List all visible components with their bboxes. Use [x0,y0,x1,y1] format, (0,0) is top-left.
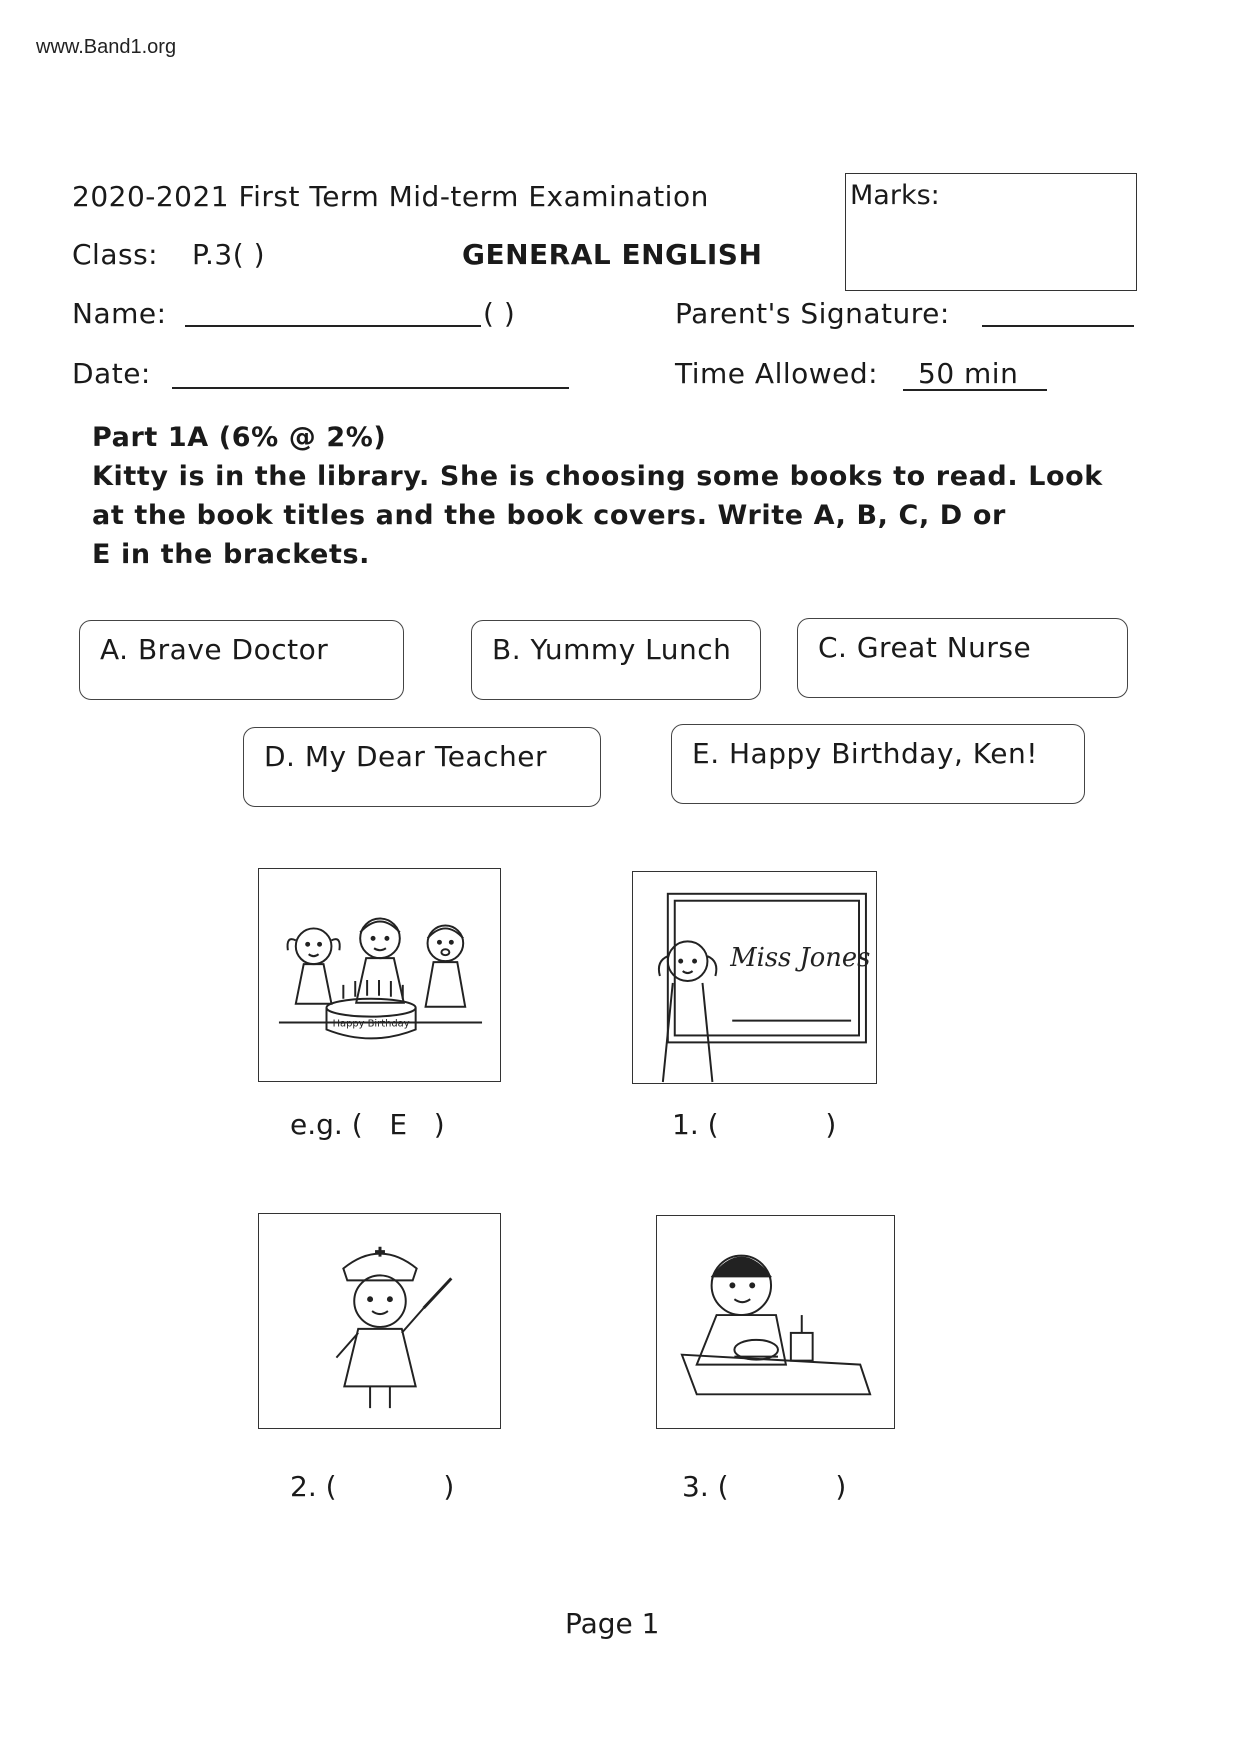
name-brackets: ( ) [483,297,516,330]
marks-label: Marks: [850,180,940,211]
answer-example: e.g. ( E ) [290,1108,445,1141]
answer-3[interactable]: 3. ( ) [682,1470,847,1503]
instruction-line-1: Kitty is in the library. She is choosing some books to read. Look [92,461,1103,492]
time-allowed-value: 50 min [918,357,1019,390]
name-label: Name: [72,297,167,330]
page-number: Page 1 [565,1607,660,1640]
part-title: Part 1A (6% @ 2%) [92,422,387,453]
cake-text: Happy Birthday [332,1018,410,1030]
class-label: Class: [72,238,159,271]
teacher-blackboard-illustration [632,871,877,1084]
blackboard-text: Miss Jones [730,943,871,974]
answer-1[interactable]: 1. ( ) [672,1108,837,1141]
website-url: www.Band1.org [36,36,177,58]
book-title-b: B. Yummy Lunch [471,620,761,700]
exam-title: 2020-2021 First Term Mid-term Examination [72,180,709,213]
instruction-line-2: at the book titles and the book covers. Write A, B, C, D or [92,500,1006,531]
nurse-illustration [258,1213,501,1429]
time-allowed-underline [903,389,1047,391]
book-title-d: D. My Dear Teacher [243,727,601,807]
date-line[interactable] [172,387,569,389]
marks-box[interactable] [845,173,1137,291]
class-value: P.3( ) [192,238,265,271]
date-label: Date: [72,357,151,390]
book-title-c: C. Great Nurse [797,618,1128,698]
parent-signature-line[interactable] [982,325,1134,327]
instruction-line-3: E in the brackets. [92,539,371,570]
boy-lunch-tray-illustration [656,1215,895,1429]
book-title-a: A. Brave Doctor [79,620,404,700]
parent-signature-label: Parent's Signature: [675,297,950,330]
birthday-party-illustration [258,868,501,1082]
answer-2[interactable]: 2. ( ) [290,1470,455,1503]
book-title-e: E. Happy Birthday, Ken! [671,724,1085,804]
subject-title: GENERAL ENGLISH [462,238,763,271]
name-line[interactable] [185,325,481,327]
time-allowed-label: Time Allowed: [675,357,879,390]
